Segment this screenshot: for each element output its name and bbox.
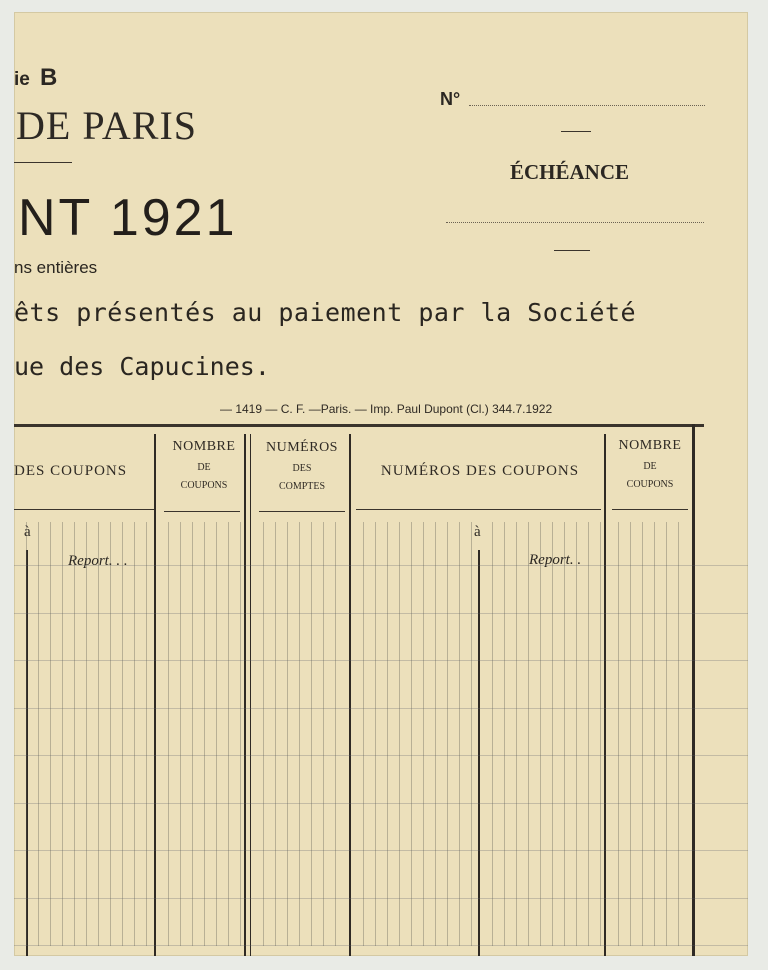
- col-header-numeros-coupons-left: DES COUPONS: [14, 463, 128, 479]
- grid-vertical-line: [528, 522, 529, 946]
- col-sep-3: [349, 434, 351, 956]
- grid-vertical-line: [275, 522, 276, 946]
- city-title: DE PARIS: [16, 103, 198, 148]
- col-header-nombre-left: [159, 439, 249, 492]
- grid-vertical-line: [110, 522, 111, 946]
- echeance-field-line: [446, 222, 704, 223]
- grid-vertical-line: [192, 522, 193, 946]
- city-underline: [14, 162, 72, 163]
- grid-vertical-line: [26, 522, 27, 946]
- col-sep-2: [244, 434, 246, 956]
- grid-vertical-line: [492, 522, 493, 946]
- grid-vertical-line: [335, 522, 336, 946]
- grid-vertical-line: [423, 522, 424, 946]
- grid-vertical-line: [576, 522, 577, 946]
- col-sep-2b: [250, 434, 251, 956]
- grid-horizontal-line: [14, 803, 748, 804]
- grid-vertical-line: [504, 522, 505, 946]
- grid-vertical-line: [630, 522, 631, 946]
- echeance-dash: [554, 250, 590, 251]
- head-underline-2: [164, 511, 240, 512]
- grid-vertical-line: [122, 522, 123, 946]
- col-header-nombre-right-l3: COUPONS: [626, 478, 674, 490]
- grid-vertical-line: [459, 522, 460, 946]
- year-title: NT 1921: [18, 189, 238, 247]
- col-header-nombre-left-l2: DE: [197, 461, 211, 473]
- inner-mid-line: [478, 550, 480, 956]
- grid-horizontal-line: [14, 660, 748, 661]
- grid-horizontal-line: [14, 898, 748, 899]
- imprint-text: — 1419 — C. F. —Paris. — Imp. Paul Dupont (Cl.) 344.7.1922: [220, 402, 553, 416]
- head-underline-3: [259, 511, 345, 512]
- grid-vertical-line: [311, 522, 312, 946]
- grid-vertical-line: [240, 522, 241, 946]
- echeance-label: ÉCHÉANCE: [510, 160, 630, 184]
- col-header-comptes-l3: COMPTES: [278, 480, 326, 492]
- grid-vertical-line: [38, 522, 39, 946]
- table-right-border: [692, 424, 695, 956]
- grid-vertical-line: [654, 522, 655, 946]
- col-header-numeros-comptes: [252, 440, 352, 493]
- grid-vertical-line: [50, 522, 51, 946]
- grid-vertical-line: [98, 522, 99, 946]
- head-underline-4: [356, 509, 601, 510]
- grid-vertical-line: [146, 522, 147, 946]
- table-top-rule: [14, 424, 704, 427]
- grid-vertical-line: [228, 522, 229, 946]
- grid-vertical-line: [387, 522, 388, 946]
- col-header-numeros-coupons-right: NUMÉROS DES COUPONS: [380, 463, 580, 479]
- grid-vertical-line: [74, 522, 75, 946]
- grid-horizontal-line: [14, 708, 748, 709]
- head-underline-5: [612, 509, 688, 510]
- grid-vertical-line: [168, 522, 169, 946]
- col-header-nombre-left-l3: COUPONS: [180, 479, 228, 491]
- grid-vertical-line: [540, 522, 541, 946]
- grid-vertical-line: [666, 522, 667, 946]
- grid-vertical-line: [435, 522, 436, 946]
- grid-vertical-line: [642, 522, 643, 946]
- grid-vertical-line: [180, 522, 181, 946]
- description-line-2: ue des Capucines.: [14, 352, 270, 381]
- grid-vertical-line: [323, 522, 324, 946]
- col-header-nombre-left-l1: NOMBRE: [172, 439, 236, 454]
- col-header-comptes-l1: NUMÉROS: [266, 440, 338, 455]
- col-header-nombre-right-l2: DE: [643, 460, 657, 472]
- grid-vertical-line: [375, 522, 376, 946]
- description-line-1: êts présentés au paiement par la Société: [14, 298, 637, 327]
- grid-vertical-line: [516, 522, 517, 946]
- head-underline-1: [14, 509, 154, 510]
- grid-horizontal-line: [14, 613, 748, 614]
- grid-vertical-line: [399, 522, 400, 946]
- grid-horizontal-line: [14, 755, 748, 756]
- grid-vertical-line: [447, 522, 448, 946]
- grid-horizontal-line: [14, 945, 748, 946]
- document-sheet: [14, 12, 748, 956]
- grid-vertical-line: [618, 522, 619, 946]
- grid-vertical-line: [678, 522, 679, 946]
- grid-vertical-line: [299, 522, 300, 946]
- grid-vertical-line: [600, 522, 601, 946]
- grid-vertical-line: [263, 522, 264, 946]
- grid-vertical-line: [588, 522, 589, 946]
- grid-vertical-line: [363, 522, 364, 946]
- grid-vertical-line: [204, 522, 205, 946]
- a-right-label: à: [474, 524, 481, 540]
- grid-vertical-line: [134, 522, 135, 946]
- col-sep-4: [604, 434, 606, 956]
- col-header-nombre-right-l1: NOMBRE: [618, 438, 682, 453]
- report-left-label: Report. . .: [68, 553, 128, 569]
- number-dash: [561, 131, 591, 132]
- grid-vertical-line: [471, 522, 472, 946]
- subtitle: ns entières: [14, 258, 98, 277]
- grid-vertical-line: [564, 522, 565, 946]
- col-sep-1: [154, 434, 156, 956]
- grid-vertical-line: [62, 522, 63, 946]
- grid-horizontal-line: [14, 850, 748, 851]
- number-field-line: [469, 105, 705, 106]
- grid-vertical-line: [411, 522, 412, 946]
- grid-vertical-line: [216, 522, 217, 946]
- grid-horizontal-line: [14, 565, 748, 566]
- grid-vertical-line: [552, 522, 553, 946]
- a-left-label: à: [24, 524, 31, 540]
- col-header-comptes-l2: DES: [292, 462, 312, 474]
- grid-vertical-line: [86, 522, 87, 946]
- grid-vertical-line: [287, 522, 288, 946]
- report-right-label: Report. .: [529, 552, 582, 568]
- number-label: N°: [440, 89, 461, 109]
- serie-label: ie B: [14, 64, 58, 91]
- col-header-nombre-right: [606, 438, 694, 491]
